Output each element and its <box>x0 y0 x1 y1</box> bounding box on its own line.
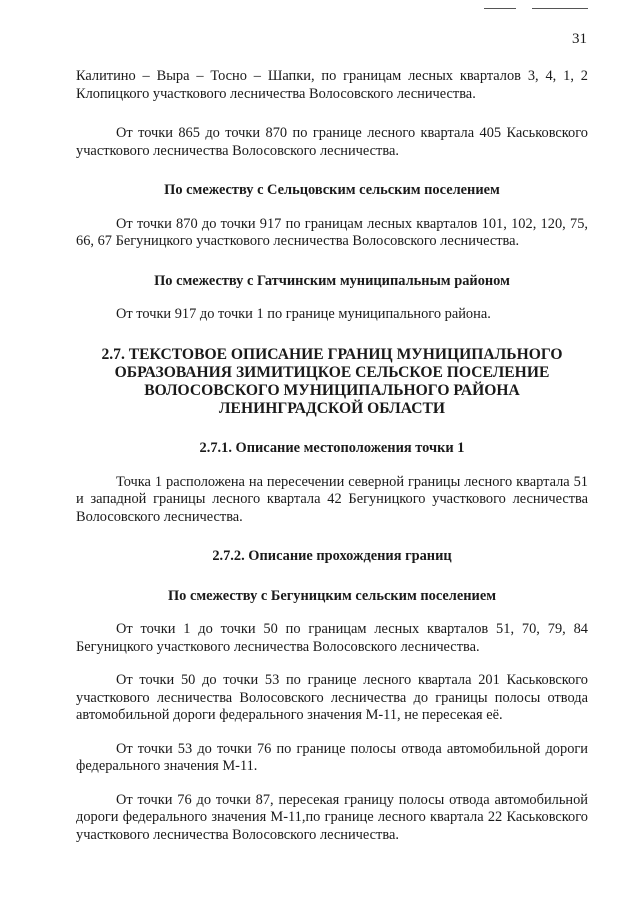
heading-2-7-1: 2.7.1. Описание местоположения точки 1 <box>199 440 465 457</box>
section-title: 2.7. ТЕКСТОВОЕ ОПИСАНИЕ ГРАНИЦ МУНИЦИПАЛЬНОГО ОБРАЗОВАНИЯ ЗИМИТИЦКОЕ СЕЛЬСКОЕ ПОСЕЛЕНИЕ ВОЛОСОВСКОГО МУНИЦИПАЛЬНОГО РАЙОНА ЛЕНИНГРАДСКОЙ ОБЛАСТИ <box>101 345 563 418</box>
paragraph-865-870: От точки 865 до точки 870 по границе лесного квартала 405 Каськовского участкового лесничества Волосовского лесничества. <box>76 125 588 159</box>
paragraph-1-50: От точки 1 до точки 50 по границам лесных кварталов 51, 70, 79, 84 Бегуницкого участкового лесничества Волосовского лесничества. <box>76 621 588 655</box>
document-body <box>76 68 588 844</box>
heading-gatchinsky: По смежеству с Гатчинским муниципальным районом <box>154 272 510 289</box>
scan-artifact-line <box>484 8 516 9</box>
paragraph-76-87: От точки 76 до точки 87, пересекая границу полосы отвода автомобильной дороги федерального значения М-11,по границе лесного квартала 22 Каськовского участкового лесничества Волосовского лесничества. <box>76 791 588 843</box>
paragraph-870-917: От точки 870 до точки 917 по границам лесных кварталов 101, 102, 120, 75, 66, 67 Бегуницкого участкового лесничества Волосовского лесничества. <box>76 215 588 249</box>
paragraph-53-76: От точки 53 до точки 76 по границе полосы отвода автомобильной дороги федерального значения М-11. <box>76 740 588 775</box>
heading-begunitskoe: По смежеству с Бегуницким сельским поселением <box>167 587 497 604</box>
heading-2-7-2: 2.7.2. Описание прохождения границ <box>212 548 452 565</box>
paragraph-continuation: Калитино – Выра – Тосно – Шапки, по границам лесных кварталов 3, 4, 1, 2 Клопицкого участкового лесничества Волосовского лесничества. <box>76 68 588 102</box>
paragraph-50-53: От точки 50 до точки 53 по границе лесного квартала 201 Каськовского участкового лесничества Волосовского лесничества до границы полосы отвода автомобильной дороги федерального значения М-11, не пересекая её. <box>76 672 588 724</box>
paragraph-point-1: Точка 1 расположена на пересечении северной границы лесного квартала 51 и западной границы лесного квартала 42 Бегуницкого участкового лесничества Волосовского лесничества. <box>76 473 588 525</box>
paragraph-917-1: От точки 917 до точки 1 по границе муниципального района. <box>116 306 491 322</box>
heading-seltsovskoe: По смежеству с Сельцовским сельским поселением <box>164 182 500 198</box>
page-number: 31 <box>572 31 587 47</box>
scan-artifact-line <box>532 8 588 9</box>
